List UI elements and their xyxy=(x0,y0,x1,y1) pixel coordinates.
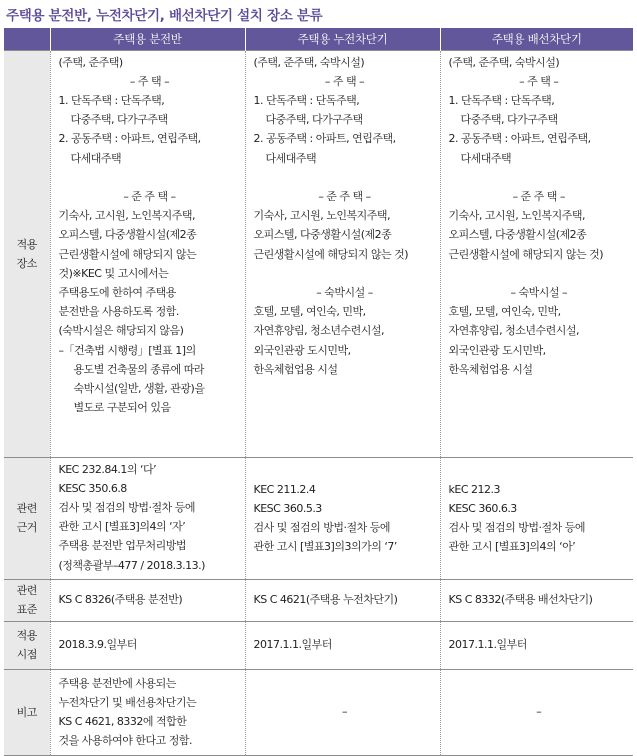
row-related-basis xyxy=(4,457,633,579)
standard-mccb-cell: KS C 8332(주택용 배선차단기) xyxy=(440,579,633,621)
place-rcd-cell: (주택, 준주택, 숙박시설) – 주 택 – 1. 단독주택 : 단독주택, 다중주택, 다가구주택 2. 공동주택 : 아파트, 연립주택, 다세대주택 – 준 주 택 – 기숙사, 고시원, 노인복지주택, 오피스텔, 다중생활시설(제2종 근린생활시설에 해당되지 않는 것) – 숙박시설 – 호텔, 모텔, 여인숙, 민박, 자연휴양림, 청소년수련시설, 외국인관광 도시민박, 한옥체험업용 시설 xyxy=(245,50,440,457)
table-title: 주택용 분전반, 누전차단기, 배선차단기 설치 장소 분류 xyxy=(6,8,323,24)
basis-panelboard-cell: KEC 232.84.1의 ‘다’ KESC 350.6.8 검사 및 점검의 방법·절차 등에 관한 고시 [별표3]의4의 ‘자’ 주택용 분전반 업무처리방법 (정책총괄부–477 / 2018.3.13.) xyxy=(50,457,245,579)
basis-mccb-cell: kEC 212.3 KESC 360.6.3 검사 및 점검의 방법·절차 등에 관한 고시 [별표3]의4의 ‘아’ xyxy=(440,457,633,579)
remarks-rcd-cell: – xyxy=(245,669,440,755)
row-label-remarks: 비고 xyxy=(4,669,50,755)
row-application-place xyxy=(4,50,633,457)
basis-rcd-cell: KEC 211.2.4 KESC 360.5.3 검사 및 점검의 방법·절차 등에 관한 고시 [별표3]의3의가의 ‘7’ xyxy=(245,457,440,579)
date-panelboard-cell: 2018.3.9.일부터 xyxy=(50,621,245,669)
date-rcd-cell: 2017.1.1.일부터 xyxy=(245,621,440,669)
row-label-place: 적용 장소 xyxy=(4,50,50,457)
remarks-panelboard-cell: 주택용 분전반에 사용되는 누전차단기 및 배선용차단기는 KS C 4621, 8332에 적합한 것을 사용하여야 한다고 정함. xyxy=(50,669,245,755)
place-mccb-cell: (주택, 준주택, 숙박시설) – 주 택 – 1. 단독주택 : 단독주택, 다중주택, 다가구주택 2. 공동주택 : 아파트, 연립주택, 다세대주택 – 준 주 택 – 기숙사, 고시원, 노인복지주택, 오피스텔, 다중생활시설(제2종 근린생활시설에 해당되지 않는 것) – 숙박시설 – 호텔, 모텔, 여인숙, 민박, 자연휴양림, 청소년수련시설, 외국인관광 도시민박, 한옥체험업용 시설 xyxy=(440,50,633,457)
classification-table xyxy=(4,28,633,756)
header-rcd: 주택용 누전차단기 xyxy=(245,28,440,50)
row-label-date: 적용 시점 xyxy=(4,621,50,669)
header-row xyxy=(4,28,633,50)
header-panelboard: 주택용 분전반 xyxy=(50,28,245,50)
row-label-standard: 관련 표준 xyxy=(4,579,50,621)
header-corner xyxy=(4,28,50,50)
row-label-basis: 관련 근거 xyxy=(4,457,50,579)
place-panelboard-cell: (주택, 준주택) – 주 택 – 1. 단독주택 : 단독주택, 다중주택, 다가구주택 2. 공동주택 : 아파트, 연립주택, 다세대주택 – 준 주 택 – 기숙사, 고시원, 노인복지주택, 오피스텔, 다중생활시설(제2종 근린생활시설에 해당되지 않는 것)※KEC 및 고시에서는 주택용도에 한하여 주택용 분전반을 사용하도록 정함. (숙박시설은 해당되지 않음) –「건축법 시행령」[별표 1]의 용도별 건축물의 종류에 따라 숙박시설(일반, 생활, 관광)을 별도로 구분되어 있음 xyxy=(50,50,245,457)
standard-panelboard-cell: KS C 8326(주택용 분전반) xyxy=(50,579,245,621)
standard-rcd-cell: KS C 4621(주택용 누전차단기) xyxy=(245,579,440,621)
header-mccb: 주택용 배선차단기 xyxy=(440,28,633,50)
remarks-mccb-cell: – xyxy=(440,669,633,755)
date-mccb-cell: 2017.1.1.일부터 xyxy=(440,621,633,669)
row-related-standard xyxy=(4,579,633,621)
row-effective-date xyxy=(4,621,633,669)
row-remarks xyxy=(4,669,633,755)
